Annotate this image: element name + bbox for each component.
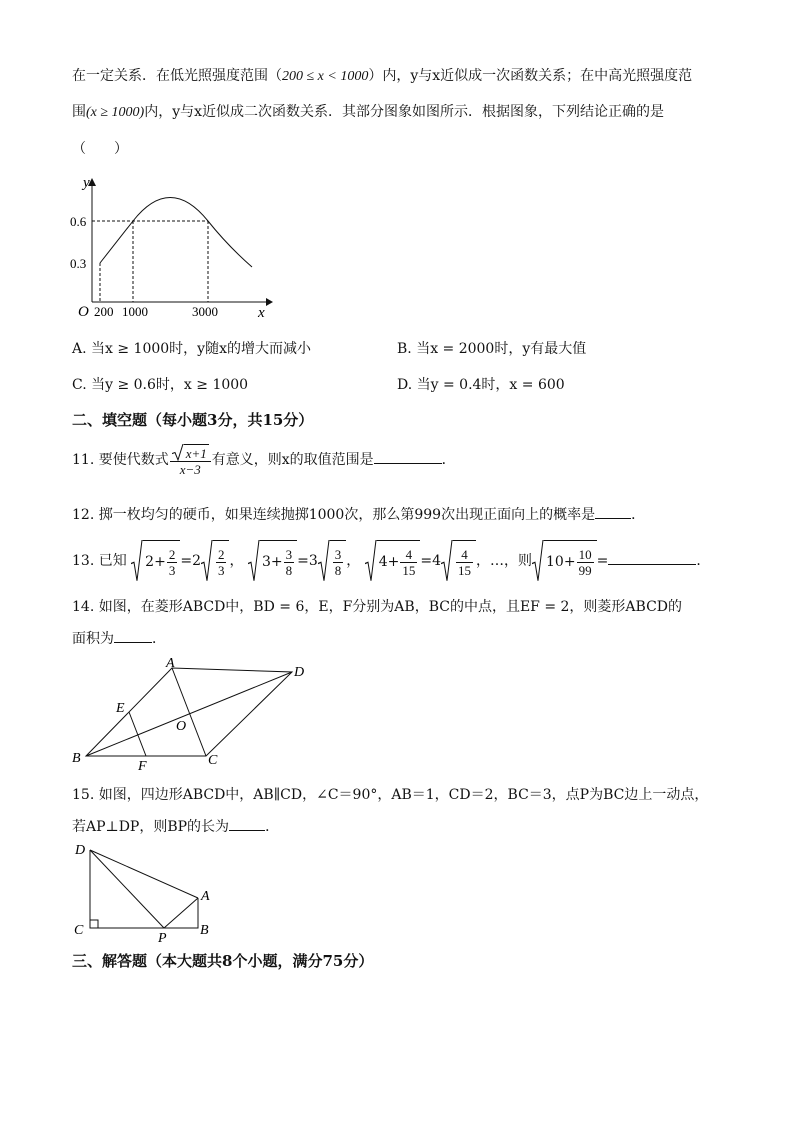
side-da [90,850,198,898]
y-axis-label: y [83,175,90,191]
q13-mid: ，…，则 [476,553,533,569]
label-p: P [158,931,167,942]
diagonal-ac [172,668,206,756]
q11-fraction [170,443,211,477]
q13-e3-rd: 15 [458,562,472,578]
right-angle-mark [90,920,98,928]
q12 [72,504,645,525]
q11-denominator: x−3 [179,461,201,477]
q10-line1-a: 在一定关系．在低光照强度范围（ [72,68,282,84]
q13-expr4: 10+ $\frac{10}{99}$ [532,540,597,582]
q13-e3-rn: 4 [456,547,473,563]
q10-line1-b: ）内， [368,68,411,84]
q12-text: 12. 掷一枚均匀的硬币，如果连续抛掷1000次，那么第999次出现正面向上的概率是 [72,507,596,523]
q10-option-a: A. 当x ≥ 1000时，y随x的增大而减小 [72,341,311,357]
q13-e2-n: 3 [285,546,293,562]
q13-e2-rw: 3 [308,553,318,569]
q12-end: ． [631,507,646,523]
x-tick-200: 200 [94,304,114,319]
q13-e3-root [441,540,476,582]
label-c: C [208,753,218,768]
section3-title: 三、解答题（本大题共8个小题，满分75分） [72,952,374,970]
q13-e1-rn: 2 [217,546,225,562]
q10-line2-b: 内，y与x近似成二次函数关系．其部分图象如图所示．根据图象，下列结论正确的是 [144,104,665,120]
segment-ap [164,898,198,928]
q13-expr2: 3+ $\frac{3}{8}$ [248,540,297,582]
section2-title: 二、填空题（每小题3分，共15分） [72,411,314,429]
q13-expr3: 4+ $\frac{4}{15}$ [365,540,421,582]
q13-e2-root [318,540,347,582]
q10-option-d: D. 当y = 0.4时，x = 600 [397,377,565,393]
q10-function-graph [70,170,280,330]
q15-line1: 15. 如图，四边形ABCD中，AB∥CD，∠C＝90°，AB＝1，CD＝2，BC＝3，点P为BC边上一动点， [72,787,709,803]
q13-e2-rn: 3 [334,546,342,562]
x-axis-label: x [258,305,265,321]
q13-e3-rw: 4 [432,553,442,569]
q11-answer-blank[interactable] [374,449,442,464]
q11-sqrt [172,444,209,461]
x-tick-1000: 1000 [122,304,148,319]
q13-e3-n: 4 [400,547,417,563]
segment-dp [90,850,164,928]
label-f: F [138,759,147,774]
q13-expr1: 2+ $\frac{2}{3}$ [131,540,180,582]
q14-rhombus-figure [66,652,316,774]
label-b: B [72,751,81,766]
q15-line2 [72,816,279,837]
label-b: B [200,923,209,938]
q13-e1-w: 2 [145,554,155,570]
q10-option-b: B. 当x = 2000时，y有最大值 [397,341,587,357]
label-d: D [75,843,86,858]
q14-line2-text: 面积为 [72,631,114,647]
q10-line2-a: 围 [72,104,86,120]
q13-e4-d: 99 [578,562,592,578]
q13-e2-rd: 8 [334,562,342,578]
q13-e3-w: 4 [378,554,388,570]
q15-quadrilateral-figure [70,838,220,942]
segment-ef [129,712,146,756]
parabola-curve [133,198,252,268]
q13-e1-n: 2 [168,546,176,562]
y-tick-03: 0.3 [70,256,87,271]
q11 [72,440,456,480]
q13-e2-d: 8 [285,562,293,578]
q10-line1 [72,66,692,87]
q13-end: ． [696,553,711,569]
q15-answer-blank[interactable] [229,816,265,831]
x-axis-arrow [266,298,273,306]
q10-line2 [72,102,664,123]
label-a: A [201,889,210,904]
q14-line1: 14. 如图，在菱形ABCD中，BD = 6，E，F分别为AB，BC的中点，且EF = 2，则菱形ABCD的 [72,599,683,615]
q10-range1: 200 ≤ x < 1000 [282,69,369,84]
q10-answer-paren: （ ） [72,141,128,157]
q13-e1-d: 3 [168,562,176,578]
q14-answer-blank[interactable] [114,628,152,643]
q13-e1-rd: 3 [217,562,225,578]
q10-option-c: C. 当y ≥ 0.6时，x ≥ 1000 [72,377,249,393]
label-o: O [176,719,187,734]
q15-end: ． [265,819,280,835]
q11-numerator: x+1 [185,445,207,461]
sides-dc-cb-ba [90,850,198,928]
q13-e1-root [201,540,230,582]
label-e: E [116,701,125,716]
q13-e1-rw: 2 [192,553,201,569]
label-a: A [166,656,175,671]
q14-line2 [72,628,166,649]
x-tick-3000: 3000 [192,304,218,319]
q13-prefix: 13. 已知 [72,553,127,569]
q10-range2: (x ≥ 1000) [86,105,145,120]
q15-line2-text: 若AP⊥DP，则BP的长为 [72,819,230,835]
q13-e2-w: 3 [261,554,271,570]
q11-end: ． [441,452,456,468]
label-d: D [294,665,305,680]
q13-answer-blank[interactable] [608,550,696,565]
linear-segment [100,221,133,263]
q11-suffix: 有意义，则x的取值范围是 [211,452,374,468]
q13-e3-d: 15 [402,562,416,578]
q14-end: ． [152,631,166,647]
y-tick-06: 0.6 [70,214,87,229]
q13-e4-n: 10 [578,546,592,562]
origin-label: O [78,304,89,320]
q13-e4-w: 10 [546,554,564,570]
label-c: C [74,923,84,938]
q11-prefix: 11. 要使代数式 [72,452,169,468]
q12-answer-blank[interactable] [595,504,631,519]
q10-line1-c: y与x近似成一次函数关系；在中高光照强度范 [410,68,693,84]
q13: 13. 已知 2+ $\frac{2}{3}$ =2 $\frac{2}{3}$ ， 3+ $\frac{3}{8}$ =3 $\frac{3}{8}$ ， 4+ $\frac{4}{15}$ =4 $\frac{4}{15}$ ，…，则 10+ $\frac{10}{99}$ = ． [72,540,710,582]
